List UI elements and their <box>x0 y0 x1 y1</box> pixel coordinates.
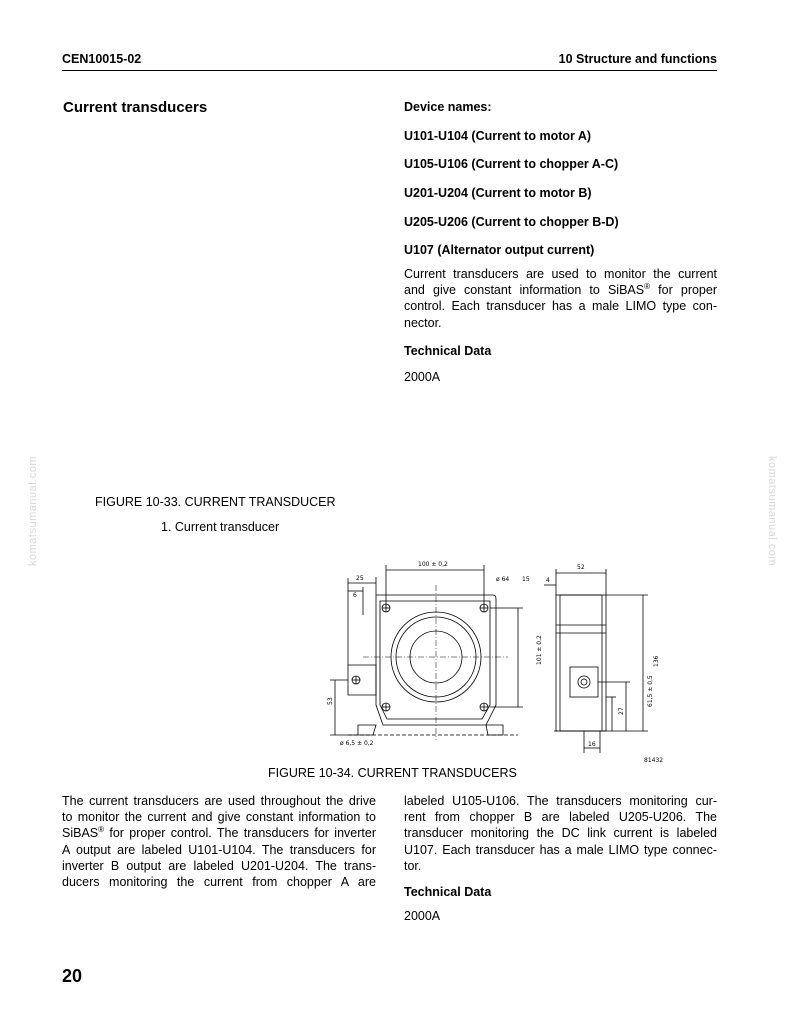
figure-33-caption: FIGURE 10-33. CURRENT TRANSDUCER <box>95 495 336 509</box>
technical-data-heading: Technical Data <box>404 344 492 358</box>
technical-data-value: 2000A <box>404 370 441 384</box>
device-item: U105-U106 (Current to chopper A-C) <box>404 157 619 171</box>
device-item: U201-U204 (Current to motor B) <box>404 186 592 200</box>
dim-label: ø 6,5 ± 0,2 <box>340 740 374 747</box>
section-title: 10 Structure and functions <box>558 52 717 66</box>
page-title: Current transducers <box>63 99 208 116</box>
side-view-outline <box>556 595 606 731</box>
dim-label: 136 <box>653 655 660 667</box>
watermark-left: komatsumanual.com <box>27 456 39 566</box>
figure-34-caption: FIGURE 10-34. CURRENT TRANSDUCERS <box>268 766 517 780</box>
watermark-right: komatsumanual.com <box>766 456 778 566</box>
device-item: U107 (Alternator output current) <box>404 243 595 257</box>
body-right-paragraph: labeled U105-U106. The transducers monitoring cur- rent from chopper B are labeled U205-U206. The transducer monitoring the DC link current is labeled U107. Each transducer has a male LIMO type connec- tor. <box>404 794 717 873</box>
dim-label: 53 <box>327 697 334 705</box>
dim-label: 100 ± 0,2 <box>418 561 448 568</box>
page-number: 20 <box>62 966 83 986</box>
device-item: U205-U206 (Current to chopper B-D) <box>404 215 619 229</box>
body-technical-data-value: 2000A <box>404 909 441 923</box>
dim-label: 52 <box>577 564 585 571</box>
dim-label: 15 <box>522 576 530 583</box>
dim-label: 4 <box>546 577 550 584</box>
dim-label: 16 <box>588 741 596 748</box>
device-names-heading: Device names: <box>404 100 492 114</box>
figure-33-item: 1. Current transducer <box>161 520 280 534</box>
device-item: U101-U104 (Current to motor A) <box>404 129 592 143</box>
dim-label: 101 ± 0,2 <box>536 635 543 665</box>
drawing-reference: 81432 <box>644 757 664 764</box>
dim-label: 61,5 ± 0,5 <box>647 675 654 707</box>
dim-label: 27 <box>618 707 625 715</box>
dim-label: 25 <box>356 575 364 582</box>
body-left-paragraph: The current transducers are used throughout the drive to monitor the current and give constant information to SiBAS® for proper control. The transducers for inverter A output are labeled U101-U104. The transducers for inverter B output are labeled U201-U204. The trans- ducers monitoring the current from chopper A are <box>62 794 376 890</box>
body-technical-data-heading: Technical Data <box>404 885 492 899</box>
header-rule <box>62 70 717 71</box>
device-description: Current transducers are used to monitor the current and give constant information to SiBAS® for proper control. Each transducer has a male LIMO type con- nector. <box>404 267 718 330</box>
document-id: CEN10015-02 <box>62 52 142 66</box>
transducer-technical-drawing <box>318 555 678 770</box>
dim-label: 6 <box>353 592 357 599</box>
limo-connector <box>570 667 598 697</box>
dim-label: ø 64 <box>496 576 510 583</box>
